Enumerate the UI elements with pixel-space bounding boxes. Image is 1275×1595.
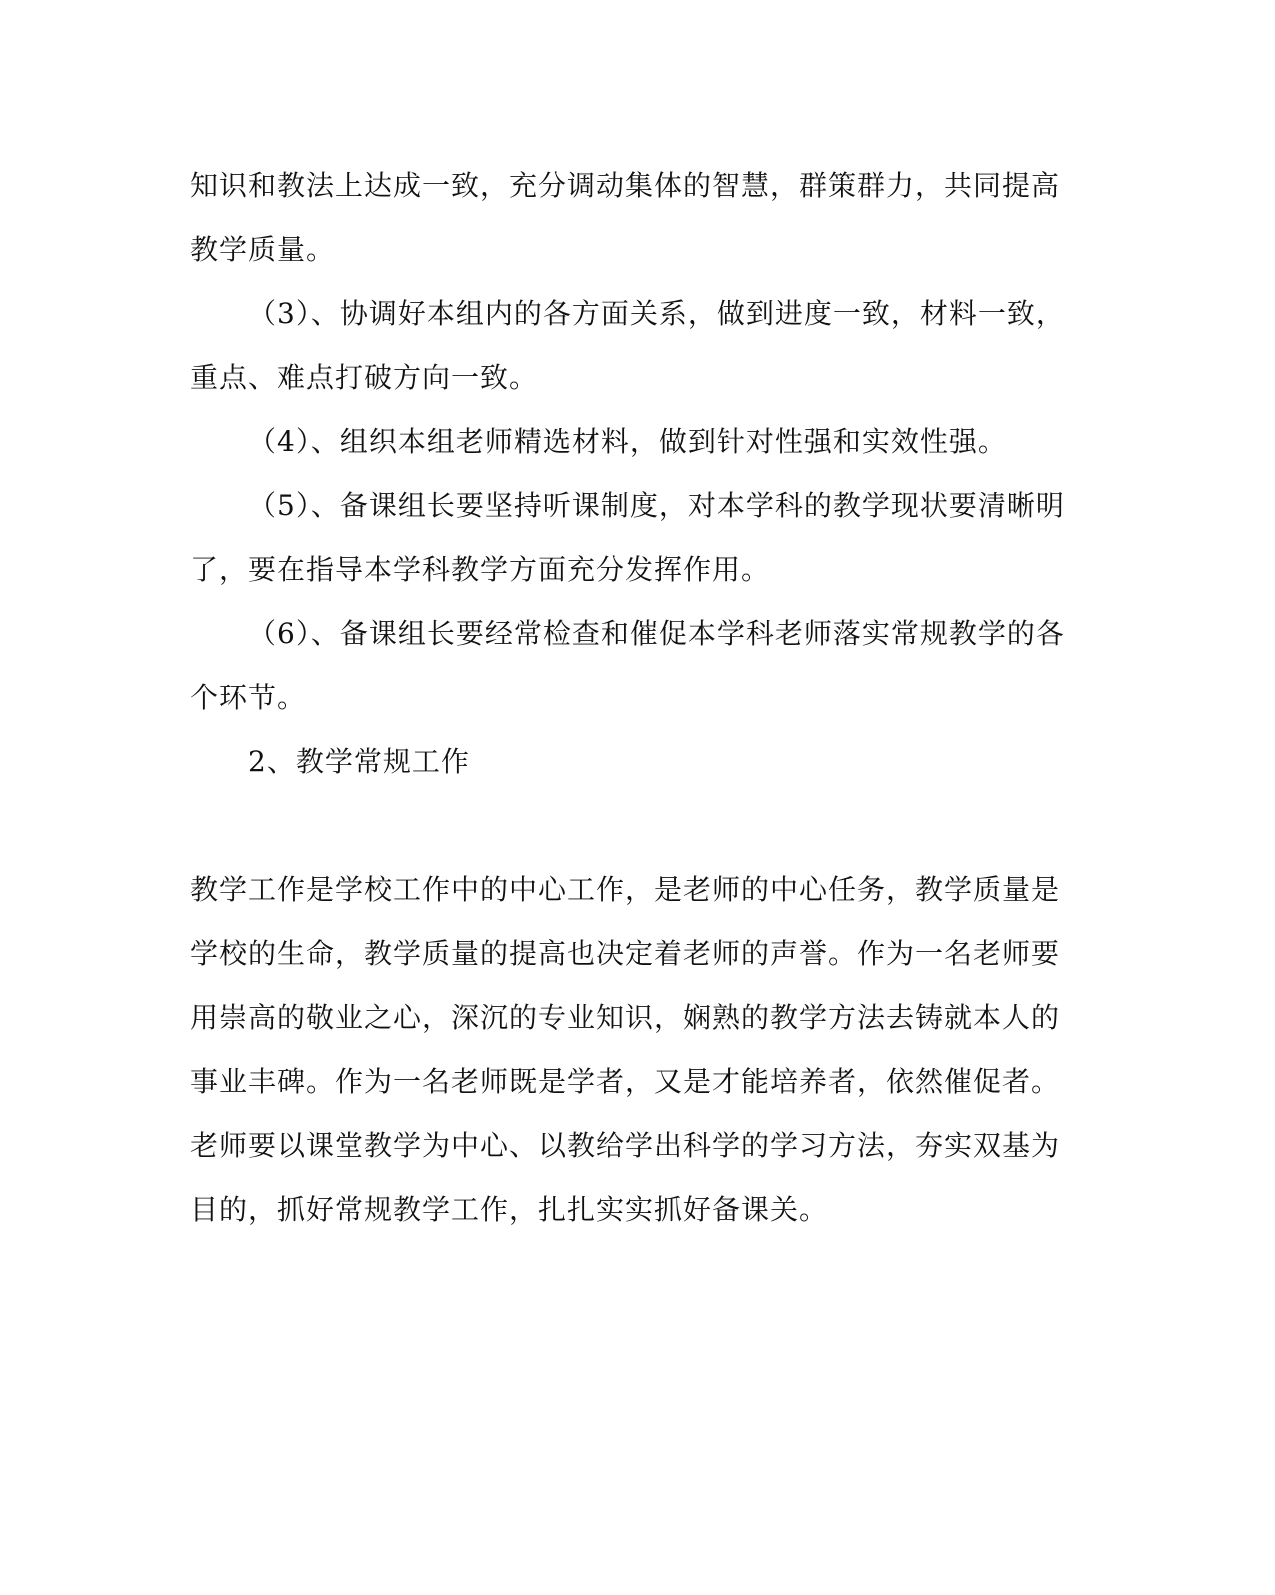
body-paragraph: 教学工作是学校工作中的中心工作，是老师的中心任务，教学质量是学校的生命，教学质量的提高也决定着老师的声誉。作为一名老师要用崇高的敬业之心，深沉的专业知识，娴熟的教学方法去铸就本人的事业丰碑。作为一名老师既是学者，又是才能培养者，依然催促者。老师要以课堂教学为中心、以教给学出科学的学习方法，夯实双基为目的，抓好常规教学工作，扎扎实实抓好备课关。	[190, 873, 1061, 1226]
paragraph-item-3: （3）、协调好本组内的各方面关系，做到进度一致，材料一致，重点、难点打破方向一致。	[190, 297, 1065, 394]
paragraph-continuation: 知识和教法上达成一致，充分调动集体的智慧，群策群力，共同提高教学质量。	[190, 169, 1061, 266]
section-heading: 2、教学常规工作	[248, 745, 470, 778]
paragraph-item-6: （6）、备课组长要经常检查和催促本学科老师落实常规教学的各个环节。	[190, 617, 1065, 714]
paragraph-item-5: （5）、备课组长要坚持听课制度，对本学科的教学现状要清晰明了，要在指导本学科教学方面充分发挥作用。	[190, 489, 1065, 586]
paragraph-item-4: （4）、组织本组老师精选材料，做到针对性强和实效性强。	[248, 425, 1007, 458]
